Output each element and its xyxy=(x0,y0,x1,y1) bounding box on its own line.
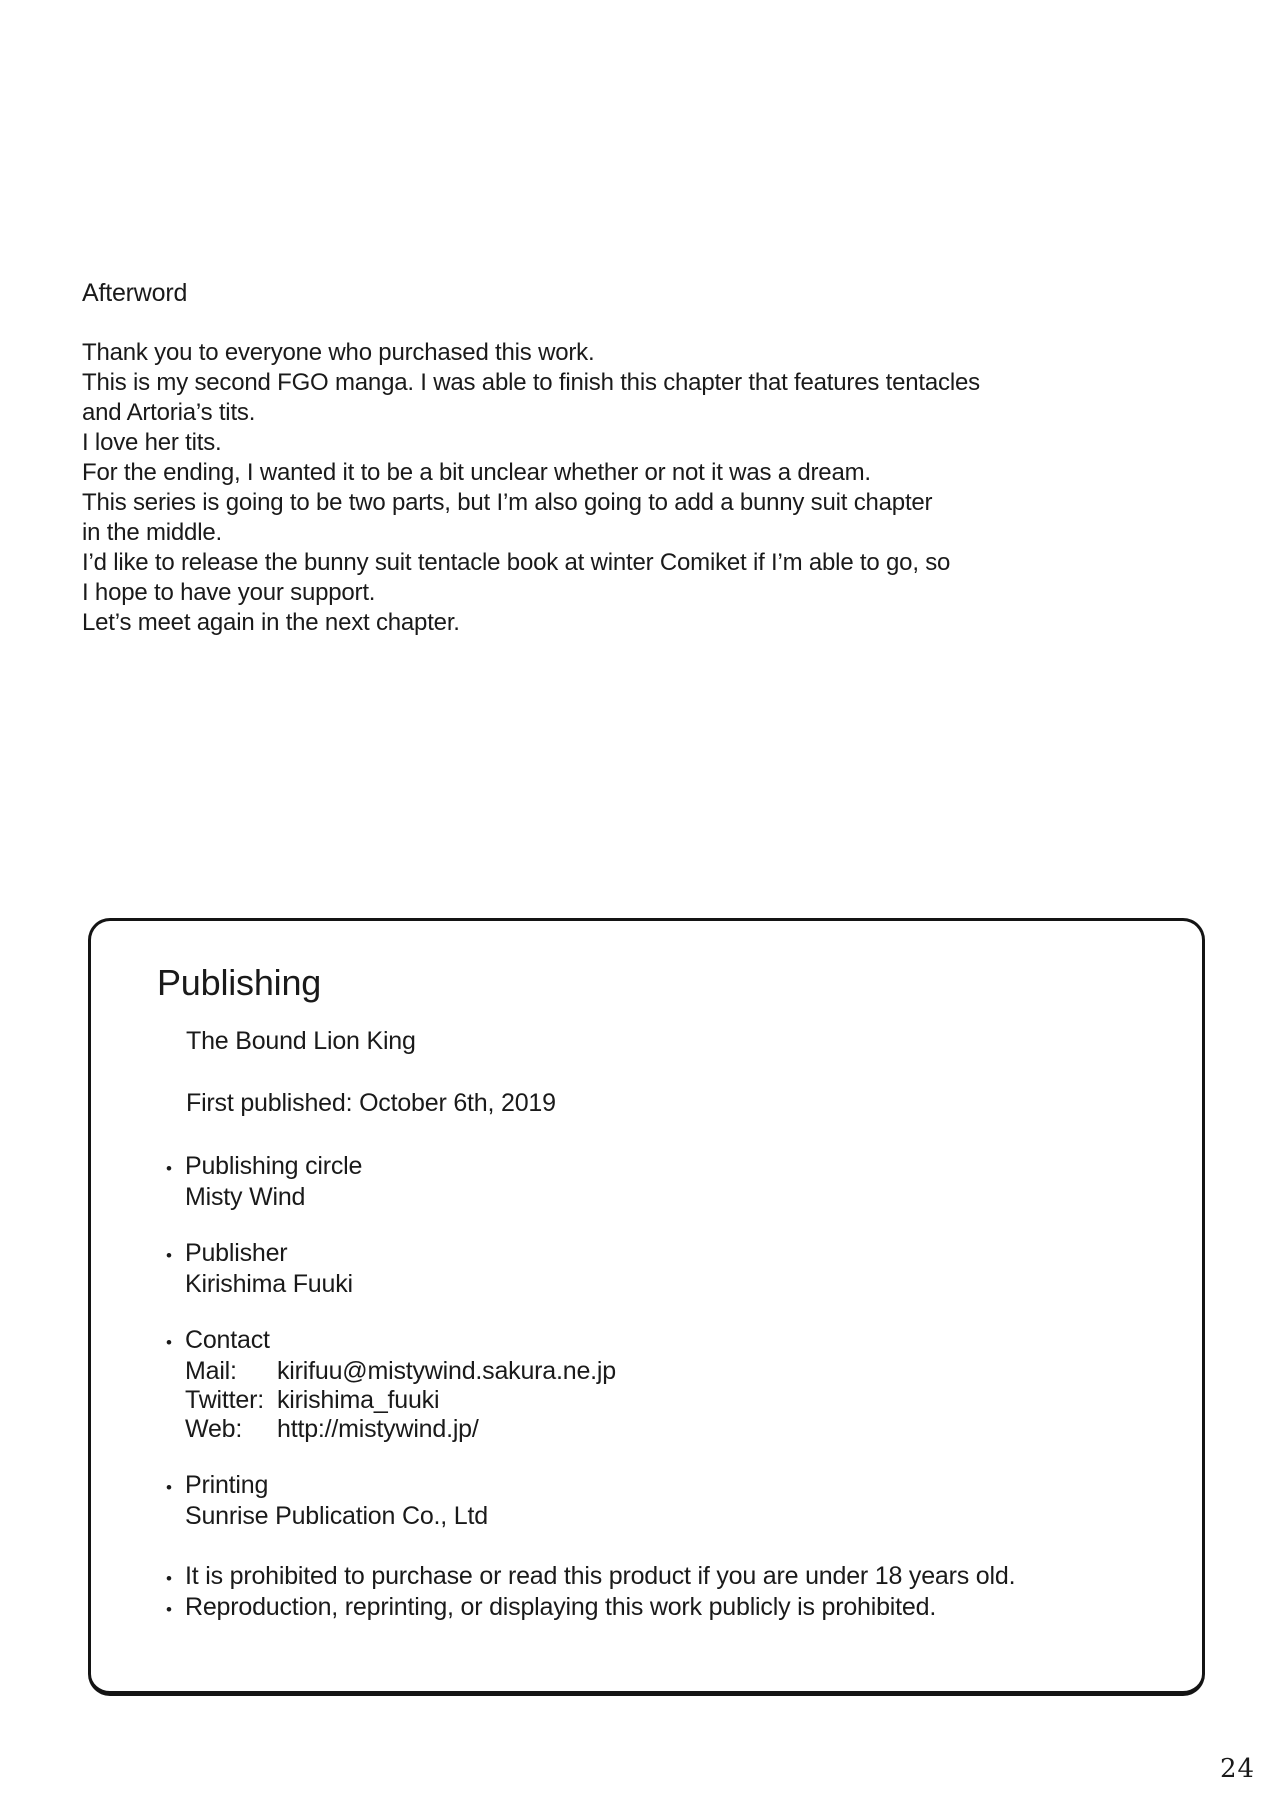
afterword-heading: Afterword xyxy=(82,279,188,307)
notice-text: It is prohibited to purchase or read this product if you are under 18 years old. xyxy=(185,1562,1016,1590)
bullet-icon: • xyxy=(166,1600,172,1619)
contact-row-twitter xyxy=(185,1386,616,1415)
first-published: First published: October 6th, 2019 xyxy=(186,1089,556,1117)
contact-web-key: Web: xyxy=(185,1415,243,1443)
bullet-icon: • xyxy=(166,1478,172,1497)
publisher-label: Publisher xyxy=(185,1239,288,1267)
publisher-item xyxy=(166,1239,353,1299)
afterword-line: in the middle. xyxy=(82,519,222,546)
contact-label: Contact xyxy=(185,1326,270,1354)
book-title: The Bound Lion King xyxy=(186,1027,416,1055)
contact-row-mail xyxy=(185,1357,616,1386)
publisher-value: Kirishima Fuuki xyxy=(185,1270,353,1298)
contact-mail-value: kirifuu@mistywind.sakura.ne.jp xyxy=(277,1357,616,1385)
afterword-line: I’d like to release the bunny suit tentacle book at winter Comiket if I’m able to go, so xyxy=(82,549,951,576)
publishing-circle-label: Publishing circle xyxy=(185,1152,363,1180)
bullet-icon: • xyxy=(166,1159,172,1178)
afterword-line: Let’s meet again in the next chapter. xyxy=(82,609,460,636)
notice-age-restriction xyxy=(166,1562,1015,1593)
publishing-heading: Publishing xyxy=(157,962,322,1003)
afterword-line: This series is going to be two parts, but I’m also going to add a bunny suit chapter xyxy=(82,489,933,516)
contact-web-value: http://mistywind.jp/ xyxy=(277,1415,479,1443)
afterword-body xyxy=(82,338,1162,638)
afterword-line: and Artoria’s tits. xyxy=(82,399,256,426)
afterword-line: I love her tits. xyxy=(82,429,222,456)
afterword-line: For the ending, I wanted it to be a bit unclear whether or not it was a dream. xyxy=(82,459,871,486)
printing-item xyxy=(166,1471,488,1531)
contact-twitter-value: kirishima_fuuki xyxy=(277,1386,440,1414)
publishing-circle-value: Misty Wind xyxy=(185,1183,306,1211)
afterword-line: I hope to have your support. xyxy=(82,579,376,606)
notices xyxy=(166,1562,1015,1624)
contact-mail-key: Mail: xyxy=(185,1357,237,1385)
bullet-icon: • xyxy=(166,1569,172,1588)
contact-twitter-key: Twitter: xyxy=(185,1386,264,1414)
contact-item xyxy=(166,1326,616,1444)
afterword-line: Thank you to everyone who purchased this work. xyxy=(82,339,595,366)
afterword-line: This is my second FGO manga. I was able to finish this chapter that features tentacles xyxy=(82,369,980,396)
contact-rows xyxy=(185,1357,616,1444)
publishing-circle-item xyxy=(166,1152,362,1212)
bullet-icon: • xyxy=(166,1246,172,1265)
contact-row-web xyxy=(185,1415,616,1444)
page-number: 24 xyxy=(1220,1754,1256,1784)
bullet-icon: • xyxy=(166,1333,172,1352)
publishing-box xyxy=(88,918,1205,1696)
printing-value: Sunrise Publication Co., Ltd xyxy=(185,1502,488,1530)
printing-label: Printing xyxy=(185,1471,269,1499)
notice-text: Reproduction, reprinting, or displaying this work publicly is prohibited. xyxy=(185,1593,937,1621)
notice-reproduction xyxy=(166,1593,1015,1624)
